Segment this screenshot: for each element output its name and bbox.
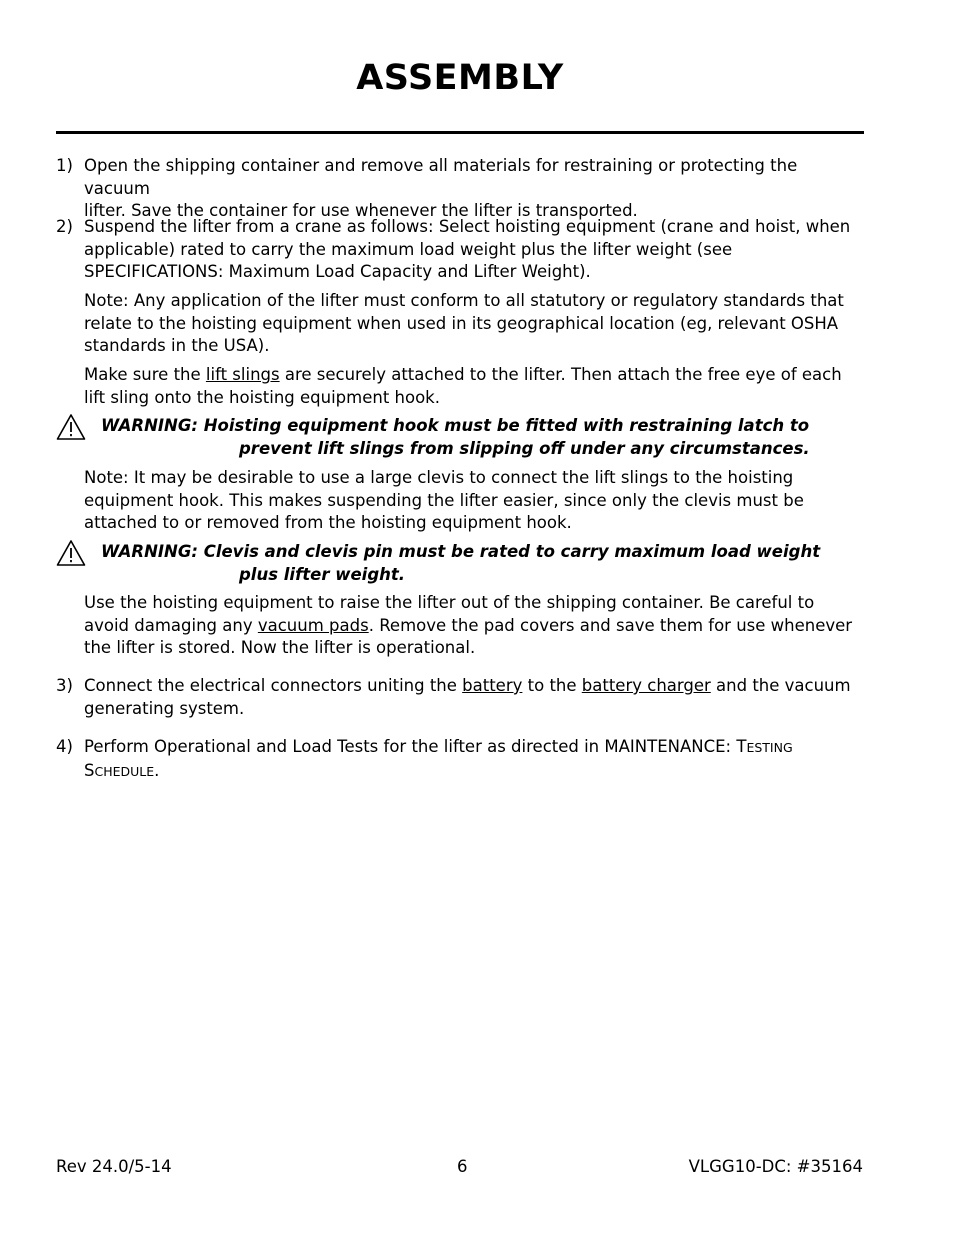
step-2-line-3: SPECIFICATIONS: Maximum Load Capacity and Lifter Weight).: [84, 262, 591, 282]
warning-text: WARNING: Hoisting equipment hook must be fitted with restraining latch to: [101, 416, 810, 435]
note-line: standards in the USA).: [84, 336, 270, 356]
raise-lifter-paragraph: [84, 592, 868, 660]
step-number: 3): [56, 676, 73, 695]
testing-schedule-ref-part1: TESTING: [736, 737, 793, 756]
warning-triangle-icon: [56, 539, 86, 567]
lift-slings-link[interactable]: lift slings: [205, 365, 280, 384]
vacuum-pads-link[interactable]: vacuum pads: [257, 615, 369, 635]
note-line: equipment hook. This makes suspending the lifter easier, since only the clevis must be: [84, 490, 804, 510]
warning-triangle-icon: [56, 413, 86, 441]
step-4: [56, 736, 868, 782]
step-number: 1): [56, 156, 73, 175]
step-1-line-2: lifter. Save the container for use whenever the lifter is transported.: [84, 201, 638, 221]
paragraph-line: the lifter is stored. Now the lifter is operational.: [84, 638, 476, 658]
note-clevis: [84, 467, 868, 535]
battery-link[interactable]: battery: [462, 676, 523, 695]
warning-text: WARNING: Clevis and clevis pin must be rated to carry maximum load weight: [101, 542, 821, 561]
footer-document-id: VLGG10-DC: #35164: [688, 1157, 863, 1176]
testing-schedule-ref-part2: SCHEDULE: [84, 760, 155, 780]
paragraph-line: lift sling onto the hoisting equipment hook.: [84, 387, 440, 407]
step-1: [56, 155, 868, 221]
warning-hook-latch: [56, 415, 868, 461]
step-3-line-1: Connect the electrical connectors uniting the battery to the battery charger and the vacuum: [84, 676, 851, 695]
paragraph-line: Make sure the lift slings are securely attached to the lifter. Then attach the free eye of each: [84, 365, 842, 384]
lift-slings-paragraph: [84, 364, 868, 409]
note-line: Note: It may be desirable to use a large clevis to connect the lift slings to the hoisting: [84, 468, 794, 487]
note-line: Note: Any application of the lifter must conform to all statutory or regulatory standards that: [84, 291, 844, 310]
page-title: ASSEMBLY: [356, 58, 564, 98]
step-4-line-2: SCHEDULE.: [84, 760, 160, 780]
step-number: 2): [56, 217, 73, 236]
paragraph-line: Use the hoisting equipment to raise the lifter out of the shipping container. Be careful to: [84, 593, 815, 612]
step-3: [56, 675, 868, 721]
note-line: relate to the hoisting equipment when used in its geographical location (eg, relevant OSHA: [84, 313, 839, 333]
step-3-line-2: generating system.: [84, 698, 245, 718]
step-number: 4): [56, 737, 73, 756]
step-1-line-1: Open the shipping container and remove all materials for restraining or protecting the vacuum: [84, 156, 798, 198]
warning-text-continued: prevent lift slings from slipping off under any circumstances.: [239, 438, 810, 458]
note-line: attached to or removed from the hoisting equipment hook.: [84, 513, 572, 533]
step-2-line-1: Suspend the lifter from a crane as follows: Select hoisting equipment (crane and hoist, when: [84, 217, 851, 236]
note-osha: [84, 290, 868, 358]
warning-text-continued: plus lifter weight.: [239, 564, 406, 584]
footer-revision: Rev 24.0/5-14: [56, 1157, 172, 1176]
title-divider: [56, 131, 864, 134]
footer-page-number: 6: [457, 1157, 468, 1176]
step-2-line-2: applicable) rated to carry the maximum load weight plus the lifter weight (see: [84, 239, 733, 259]
step-2: [56, 216, 868, 284]
warning-clevis-rating: [56, 541, 868, 587]
step-4-line-1: Perform Operational and Load Tests for the lifter as directed in MAINTENANCE: TESTING: [84, 737, 793, 756]
paragraph-line: avoid damaging any vacuum pads. Remove the pad covers and save them for use whenever: [84, 615, 853, 635]
battery-charger-link[interactable]: battery charger: [581, 676, 711, 695]
